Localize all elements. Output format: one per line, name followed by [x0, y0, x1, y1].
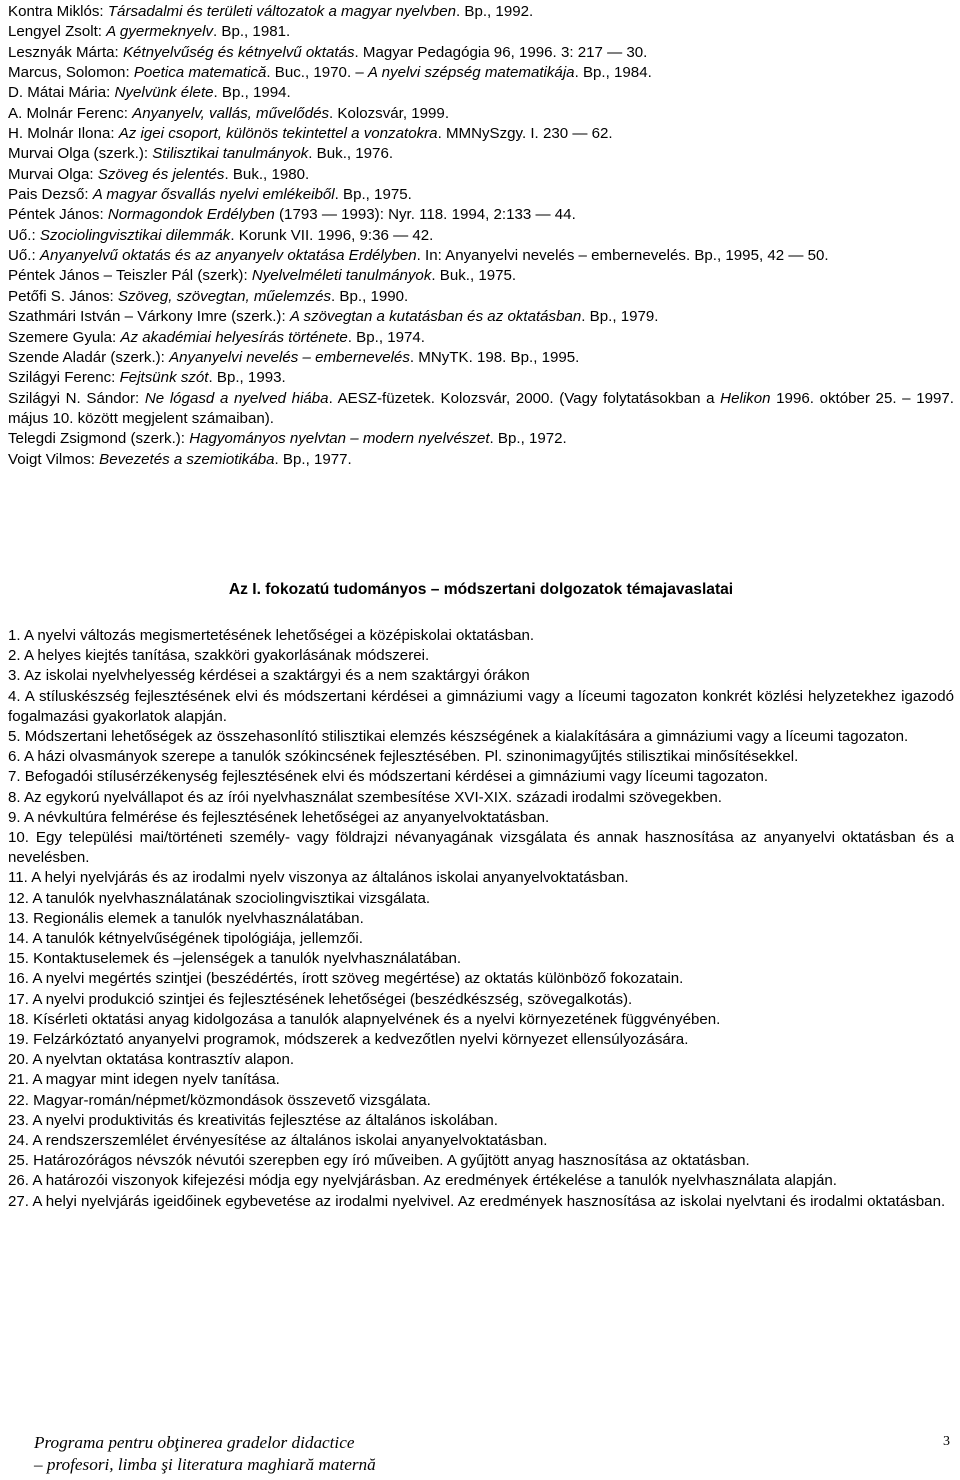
reference-entry: [8, 43, 954, 63]
topic-item: 5. Módszertani lehetőségek az összehasonlító stilisztikai elemzés készségének a kialakítására a gimnáziumi vagy a líceumi tagozaton.: [8, 728, 909, 746]
bibliography-list: [8, 2, 954, 470]
reference-text: . Bp., 1984.: [574, 64, 652, 82]
reference-text: . Bp., 1972.: [489, 430, 567, 448]
reference-title: Ne lógasd a nyelved hiába: [144, 389, 329, 407]
reference-entry: [8, 450, 954, 470]
reference-text: . Buk., 1980.: [224, 165, 310, 183]
reference-title: Poetica matematică: [133, 64, 267, 82]
footer-line-1: Programa pentru obţinerea gradelor didactice: [34, 1433, 355, 1452]
reference-text: . In: Anyanyelvi nevelés – embernevelés. Bp., 1995, 42 — 50.: [416, 247, 829, 265]
reference-entry: [8, 348, 954, 368]
footer-line-2: – profesori, limba şi literatura maghiară maternă: [34, 1455, 376, 1474]
topic-item: 20. A nyelvtan oktatása kontrasztív alapon.: [8, 1051, 295, 1069]
reference-title: A magyar ősvallás nyelvi emlékeiből: [92, 186, 335, 204]
topic-item: 22. Magyar-román/népmet/közmondások összevető vizsgálata.: [8, 1091, 431, 1109]
reference-entry: [8, 429, 954, 449]
reference-title: A nyelvi szépség matematikája: [367, 64, 575, 82]
topic-item: 7. Befogadói stílusérzékenység fejlesztésének elvi és módszertani kérdései a gimnáziumi vagy líceumi tagozaton.: [8, 768, 769, 786]
reference-text: . Bp., 1994.: [213, 84, 291, 102]
reference-text: . Bp., 1975.: [334, 186, 412, 204]
reference-title: Anyanyelv, vallás, művelődés: [132, 104, 330, 122]
reference-text: Murvai Olga:: [8, 165, 98, 183]
reference-text: . Bp., 1979.: [581, 308, 659, 326]
reference-text: Kontra Miklós:: [8, 3, 108, 20]
reference-text: Marcus, Solomon:: [8, 64, 134, 82]
topic-item: 21. A magyar mint idegen nyelv tanítása.: [8, 1071, 280, 1089]
reference-title: Anyanyelvű oktatás és az anyanyelv oktatása Erdélyben: [39, 247, 417, 265]
reference-entry: [8, 2, 954, 22]
reference-text: . Bp., 1974.: [347, 328, 425, 346]
reference-text: Lengyel Zsolt:: [8, 23, 107, 41]
topic-item: 9. A névkultúra felmérése és fejlesztésének lehetőségei az anyanyelvoktatásban.: [8, 808, 550, 826]
reference-text: A. Molnár Ferenc:: [8, 104, 133, 122]
topic-item: 18. Kísérleti oktatási anyag kidolgozása a tanulók alapnyelvének és a nyelvi környezetének függvényében.: [8, 1010, 721, 1028]
reference-text: Murvai Olga (szerk.):: [8, 145, 153, 163]
reference-text: (1793 — 1993): Nyr. 118. 1994, 2:133 — 44.: [274, 206, 576, 224]
reference-text: Péntek János – Teiszler Pál (szerk):: [8, 267, 252, 285]
topic-item: 15. Kontaktuselemek és –jelenségek a tanulók nyelvhasználatában.: [8, 950, 462, 968]
topic-item: 24. A rendszerszemlélet érvényesítése az általános iskolai anyanyelvoktatásban.: [8, 1132, 548, 1150]
reference-title: Hagyományos nyelvtan – modern nyelvészet: [189, 430, 490, 448]
reference-entry: [8, 389, 954, 430]
reference-text: . Bp., 1993.: [208, 369, 286, 387]
reference-text: Szemere Gyula:: [8, 328, 121, 346]
reference-title: Szociolingvisztikai dilemmák: [39, 226, 231, 244]
reference-text: . Korunk VII. 1996, 9:36 — 42.: [230, 226, 434, 244]
reference-text: . Buc., 1970. –: [266, 64, 368, 82]
reference-entry: [8, 165, 954, 185]
topic-item: 27. A helyi nyelvjárás igeidőinek egybevetése az irodalmi nyelvivel. Az eredmények hasznosítása az iskolai nyelvtani és irodalmi oktatásban.: [8, 1192, 946, 1210]
reference-title: Az igei csoport, különös tekintettel a vonzatokra: [118, 125, 438, 143]
reference-text: Szende Aladár (szerk.):: [8, 348, 170, 366]
reference-title: Stilisztikai tanulmányok: [152, 145, 309, 163]
reference-entry: [8, 246, 954, 266]
topic-item: 3. Az iskolai nyelvhelyesség kérdései a szaktárgyi és a nem szaktárgyi órákon: [8, 667, 530, 685]
reference-text: . Buk., 1975.: [431, 267, 517, 285]
reference-title: Helikon: [720, 389, 771, 407]
section-heading: Az I. fokozatú tudományos – módszertani dolgozatok témajavaslatai: [228, 581, 734, 598]
reference-text: . Bp., 1992.: [456, 3, 534, 20]
reference-entry: [8, 205, 954, 225]
reference-text: . MNyTK. 198. Bp., 1995.: [409, 348, 580, 366]
reference-text: . Kolozsvár, 1999.: [329, 104, 450, 122]
reference-entry: [8, 144, 954, 164]
reference-text: Szathmári István – Várkony Imre (szerk.):: [8, 308, 290, 326]
topic-item: 26. A határozói viszonyok kifejezési módja egy nyelvjárásban. Az eredmények értékelése a tanulók nyelvhasználata alapján.: [8, 1172, 837, 1190]
reference-entry: [8, 328, 954, 348]
topic-item: 2. A helyes kiejtés tanítása, szakköri gyakorlásának módszerei.: [8, 647, 430, 665]
topic-item: 16. A nyelvi megértés szintjei (beszédértés, írott szöveg megértése) az oktatás különböző fokozatain.: [8, 970, 684, 988]
reference-text: H. Molnár Ilona:: [8, 125, 119, 143]
reference-text: Uő.:: [8, 226, 40, 244]
reference-entry: [8, 266, 954, 286]
reference-text: . Magyar Pedagógia 96, 1996. 3: 217 — 30.: [354, 43, 648, 61]
reference-text: Péntek János:: [8, 206, 108, 224]
reference-title: Anyanyelvi nevelés – embernevelés: [169, 348, 410, 366]
reference-text: . AESZ-füzetek. Kolozsvár, 2000. (Vagy folytatásokban a: [328, 389, 721, 407]
topic-item: 8. Az egykorú nyelvállapot és az írói nyelvhasználat szembesítése XVI-XIX. századi irodalmi szövegekben.: [8, 788, 722, 806]
topic-item: 19. Felzárkóztató anyanyelvi programok, módszerek a kedvezőtlen nyelvi környezet ellensúlyozására.: [8, 1031, 689, 1049]
reference-title: Nyelvünk élete: [114, 84, 214, 102]
topic-item: 10. Egy települési mai/történeti személy- vagy földrajzi névanyagának vizsgálata és annak hasznosítása az anyanyelvi oktatásban és a nevelésben.: [8, 829, 954, 867]
reference-entry: [8, 22, 954, 42]
reference-text: Szilágyi Ferenc:: [8, 369, 120, 387]
page-footer: [8, 1432, 954, 1476]
topic-item: 13. Regionális elemek a tanulók nyelvhasználatában.: [8, 909, 364, 927]
reference-entry: [8, 83, 954, 103]
reference-entry: [8, 124, 954, 144]
reference-text: . MMNySzgy. I. 230 — 62.: [437, 125, 613, 143]
topic-item: 25. Határozórágos névszók névutói szerepben egy író műveiben. A gyűjtött anyag hasznosítása az oktatásban.: [8, 1152, 750, 1170]
topic-item: 1. A nyelvi változás megismertetésének lehetőségei a középiskolai oktatásban.: [8, 627, 535, 644]
reference-text: 1996. október 25. – 1997. május 10. között megjelent számaiban).: [8, 389, 954, 427]
reference-text: . Buk., 1976.: [308, 145, 394, 163]
topic-item: 17. A nyelvi produkció szintjei és fejlesztésének lehetőségei (beszédkészség, szövegalkotás).: [8, 990, 633, 1008]
reference-title: A szövegtan a kutatásban és az oktatásban: [289, 308, 582, 326]
reference-text: D. Mátai Mária:: [8, 84, 115, 102]
reference-title: Az akadémiai helyesírás története: [120, 328, 348, 346]
page-number: 3: [943, 1434, 950, 1449]
reference-text: Szilágyi N. Sándor:: [8, 389, 145, 407]
topic-item: 6. A házi olvasmányok szerepe a tanulók szókincsének fejlesztésében. Pl. szinonimagyűjtés stilisztikai minősítésekkel.: [8, 748, 799, 766]
reference-text: Voigt Vilmos:: [8, 450, 100, 468]
reference-title: Társadalmi és területi változatok a magyar nyelvben: [107, 3, 456, 20]
topic-item: 12. A tanulók nyelvhasználatának szociolingvisztikai vizsgálata.: [8, 889, 431, 907]
reference-entry: [8, 226, 954, 246]
reference-text: Petőfi S. János:: [8, 287, 118, 305]
reference-text: Telegdi Zsigmond (szerk.):: [8, 430, 190, 448]
reference-title: Szöveg és jelentés: [97, 165, 225, 183]
reference-title: Kétnyelvűség és kétnyelvű oktatás: [122, 43, 355, 61]
reference-title: Normagondok Erdélyben: [107, 206, 275, 224]
reference-entry: [8, 104, 954, 124]
reference-text: . Bp., 1990.: [331, 287, 409, 305]
topic-list: [8, 626, 954, 1212]
reference-text: Pais Dezső:: [8, 186, 93, 204]
reference-entry: [8, 307, 954, 327]
reference-entry: [8, 287, 954, 307]
reference-title: Bevezetés a szemiotikába: [99, 450, 275, 468]
topic-item: 23. A nyelvi produktivitás és kreativitás fejlesztése az általános iskolában.: [8, 1111, 498, 1129]
reference-text: . Bp., 1977.: [274, 450, 352, 468]
topic-item: 4. A stíluskészség fejlesztésének elvi és módszertani kérdései a gimnáziumi vagy a líceumi tagozaton konkrét közlési helyzetekhez igazodó fogalmazási gyakorlatok alapján.: [8, 687, 954, 725]
reference-text: Uő.:: [8, 247, 40, 265]
reference-title: Fejtsünk szót: [119, 369, 209, 387]
reference-title: Nyelvelméleti tanulmányok: [251, 267, 432, 285]
reference-title: A gyermeknyelv: [106, 23, 213, 41]
reference-text: Lesznyák Márta:: [8, 43, 123, 61]
reference-entry: [8, 63, 954, 83]
reference-text: . Bp., 1981.: [213, 23, 291, 41]
reference-entry: [8, 185, 954, 205]
reference-entry: [8, 368, 954, 388]
topic-item: 11. A helyi nyelvjárás és az irodalmi nyelv viszonya az általános iskolai anyanyelvoktatásban.: [8, 869, 629, 887]
topic-item: 14. A tanulók kétnyelvűségének tipológiája, jellemzői.: [8, 930, 363, 948]
reference-title: Szöveg, szövegtan, műelemzés: [117, 287, 332, 305]
